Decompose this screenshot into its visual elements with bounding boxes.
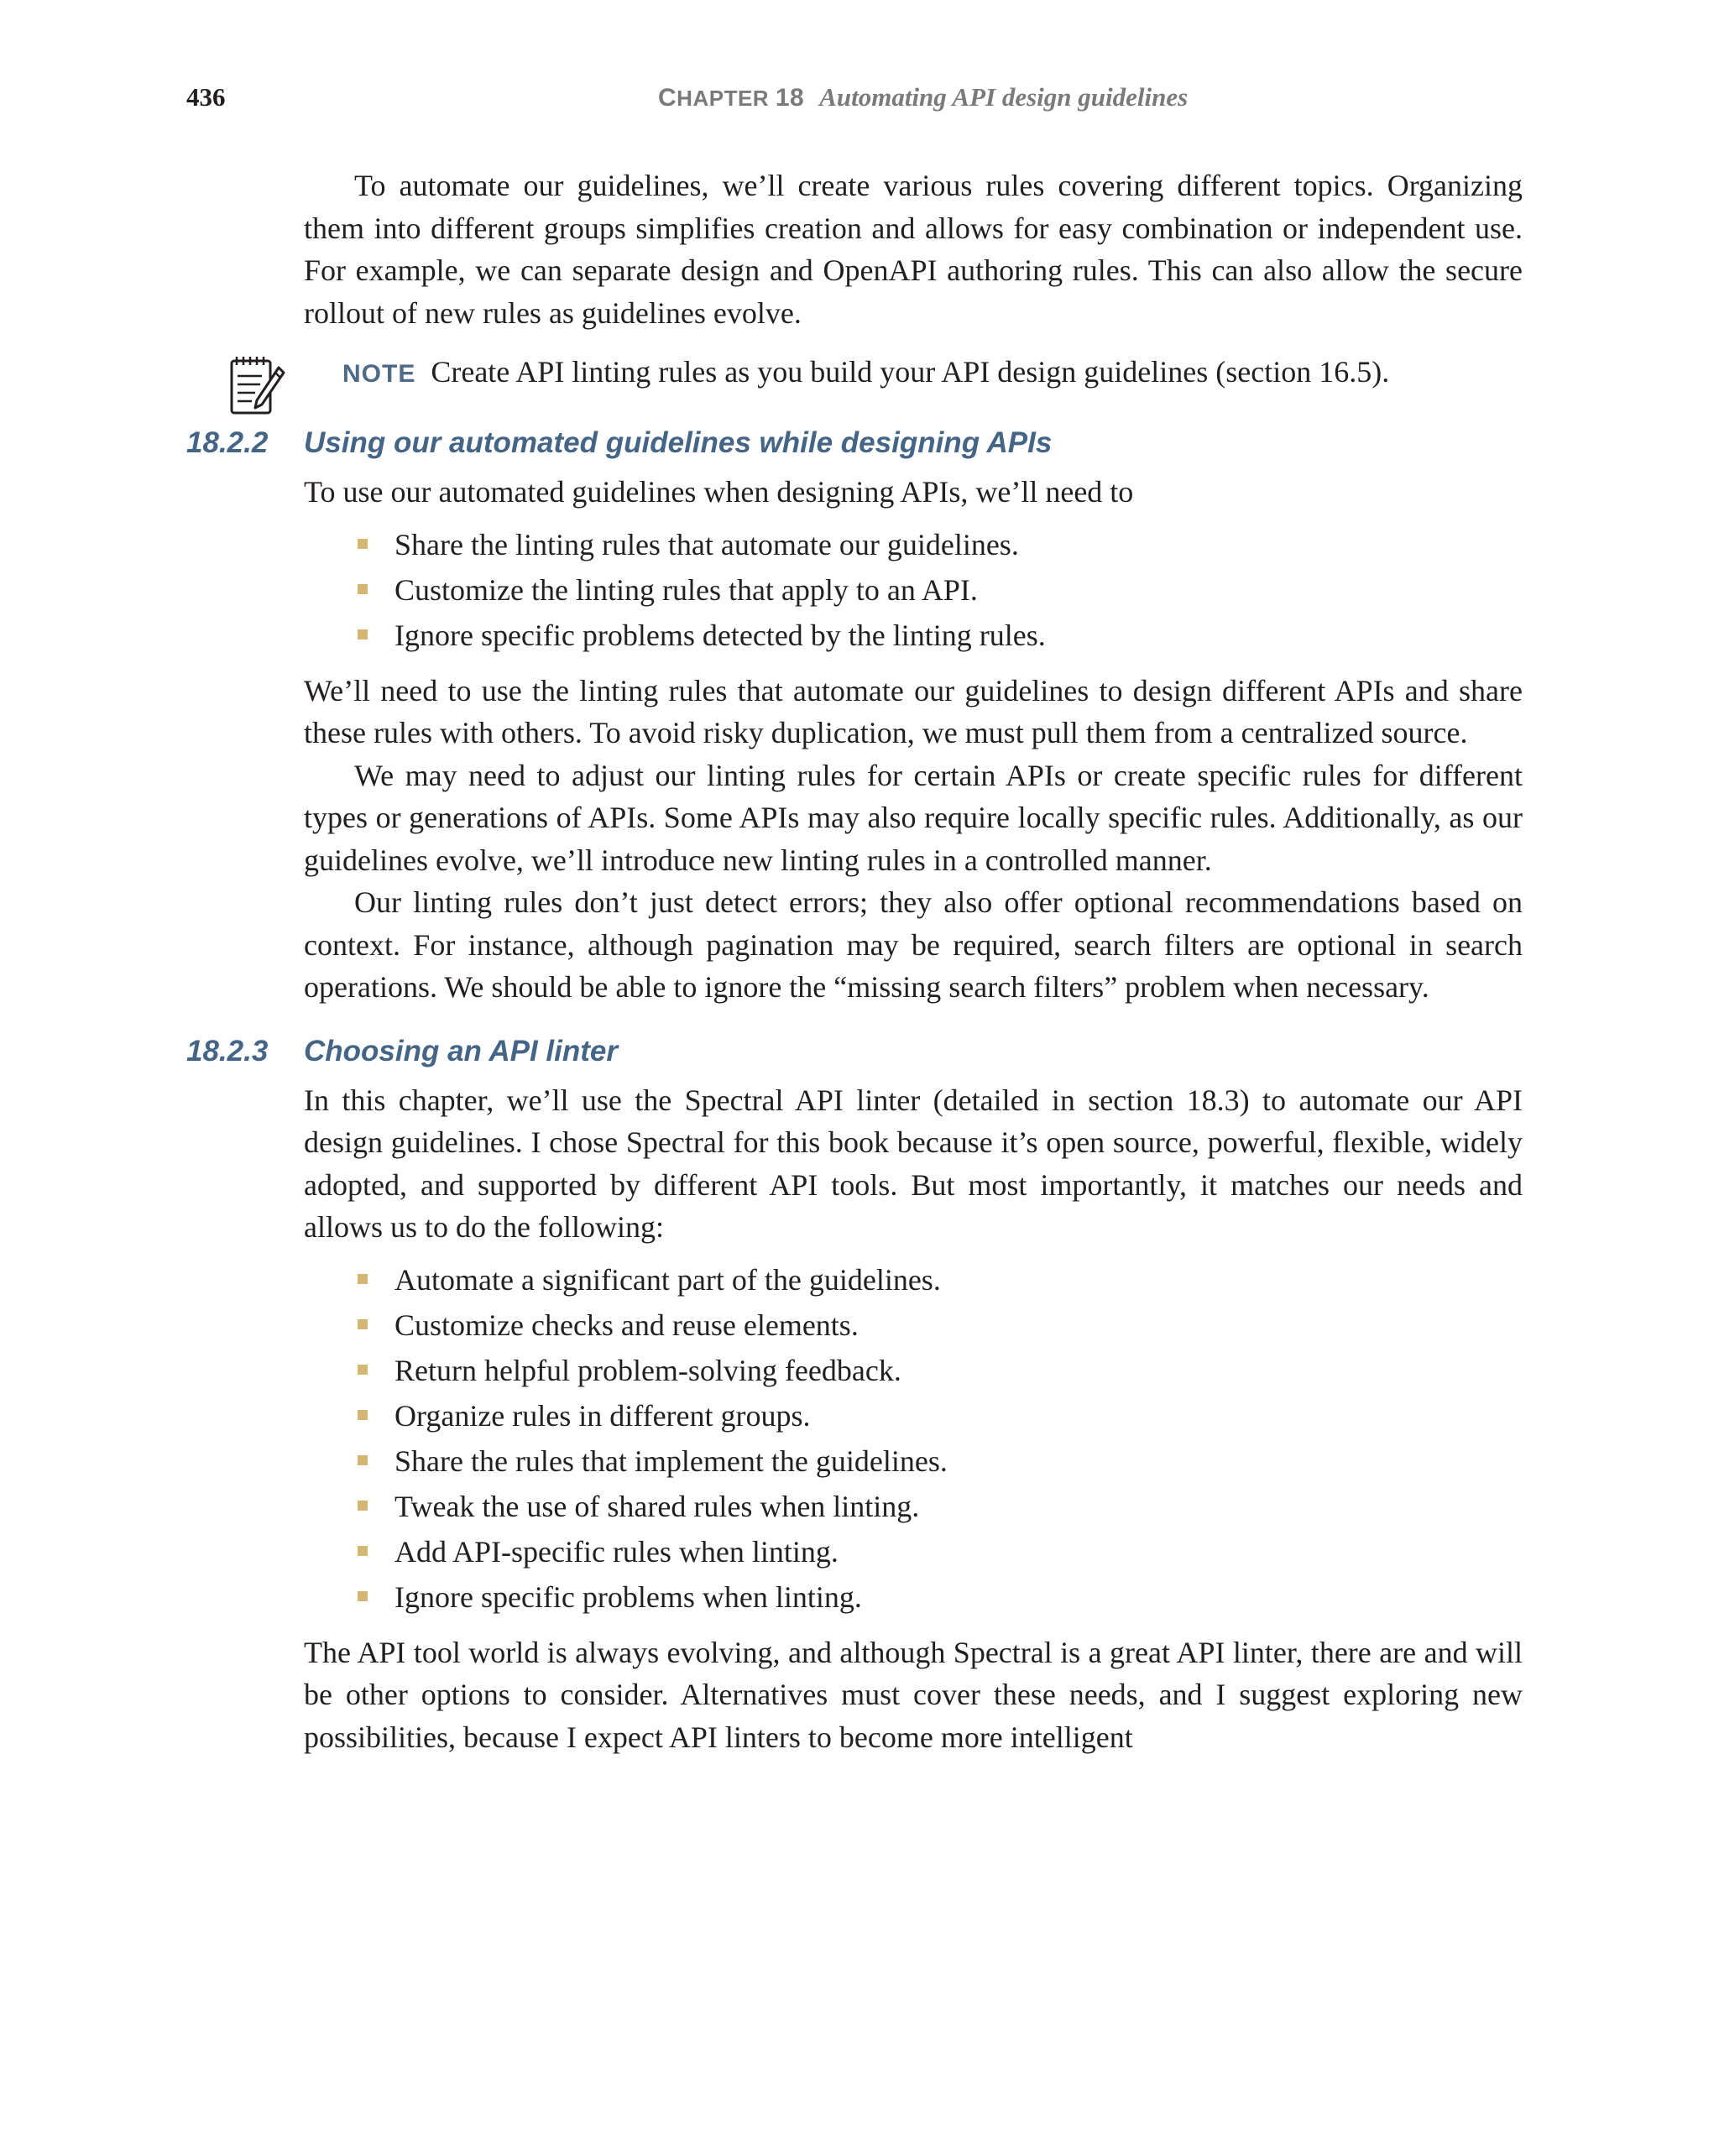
note-text: Create API linting rules as you build your API design guidelines (section 16.5). — [431, 355, 1390, 389]
bullet-marker — [358, 1591, 368, 1601]
section-title: Using our automated guidelines while designing APIs — [304, 426, 1053, 459]
body-paragraph: Our linting rules don’t just detect errors; they also offer optional recommendations based on context. For instance, although pagination may be required, search filters are optional in search operations. We should be able to ignore the “missing search filters” problem when necessary. — [304, 885, 1523, 1004]
running-header — [186, 82, 1524, 123]
bullet-list — [304, 522, 1523, 658]
list-item: Add API-specific rules when linting. — [394, 1529, 1523, 1574]
chapter-title: Automating API design guidelines — [819, 82, 1189, 112]
section-title: Choosing an API linter — [304, 1034, 618, 1068]
bullet-list — [304, 1257, 1523, 1620]
note-label: NOTE — [342, 360, 416, 388]
list-item: Tweak the use of shared rules when linting. — [394, 1484, 1523, 1529]
bullet-marker — [358, 584, 368, 594]
list-item: Customize the linting rules that apply to an API. — [394, 567, 1523, 613]
body-paragraph: We may need to adjust our linting rules for certain APIs or create specific rules for different types or generations of APIs. Some APIs may also require locally specific rules. Additionally, as our guidelines evolve, we’ll introduce new linting rules in a controlled manner. — [304, 758, 1523, 877]
list-item: Share the linting rules that automate our guidelines. — [394, 522, 1523, 567]
bullet-marker — [358, 1455, 368, 1465]
page-number: 436 — [186, 82, 226, 112]
chapter-number: 18 — [775, 84, 805, 112]
list-item: Return helpful problem-solving feedback. — [394, 1348, 1523, 1393]
bullet-marker — [358, 539, 368, 549]
list-item: Automate a significant part of the guidelines. — [394, 1257, 1523, 1302]
bullet-marker — [358, 629, 368, 639]
intro-paragraph: To automate our guidelines, we’ll create various rules covering different topics. Organizing them into different groups simplifies creation and allows for easy combination or independent use. For example, we can separate design and OpenAPI authoring rules. This can also allow the secure rollout of new rules as guidelines evolve. — [304, 169, 1523, 330]
closing-paragraph: The API tool world is always evolving, and although Spectral is a great API linter, there are and will be other options to consider. Alternatives must cover these needs, and I suggest exploring new possibilities, because I expect API linters to become more intelligent — [304, 1635, 1523, 1754]
body-paragraph: We’ll need to use the linting rules that automate our guidelines to design different APIs and share these rules with others. To avoid risky duplication, we must pull them from a centralized source. — [304, 673, 1523, 749]
list-item: Organize rules in different groups. — [394, 1393, 1523, 1438]
list-item: Customize checks and reuse elements. — [394, 1302, 1523, 1348]
section-number: 18.2.3 — [186, 1034, 269, 1068]
bullet-marker — [358, 1546, 368, 1556]
running-head — [658, 82, 1188, 112]
list-item: Ignore specific problems detected by the linting rules. — [394, 613, 1523, 658]
page-content — [186, 164, 1523, 1758]
notepad-pencil-icon — [227, 354, 287, 421]
section-lead: To use our automated guidelines when designing APIs, we’ll need to — [304, 475, 1134, 509]
note-callout — [304, 352, 1523, 394]
chapter-label: CHAPTER 18 — [658, 84, 805, 112]
section-heading-18-2-3 — [186, 1031, 1523, 1073]
bullet-marker — [358, 1274, 368, 1284]
bullet-marker — [358, 1501, 368, 1511]
section-number: 18.2.2 — [186, 426, 269, 459]
section-lead: In this chapter, we’ll use the Spectral API linter (detailed in section 18.3) to automate our API design guidelines. I chose Spectral for this book because it’s open source, powerful, flexible, widely adopted, and supported by different API tools. But most importantly, it matches our needs and allows us to do the following: — [304, 1083, 1523, 1244]
list-item: Share the rules that implement the guidelines. — [394, 1438, 1523, 1484]
bullet-marker — [358, 1410, 368, 1420]
bullet-marker — [358, 1319, 368, 1329]
bullet-marker — [358, 1365, 368, 1375]
list-item: Ignore specific problems when linting. — [394, 1574, 1523, 1620]
section-heading-18-2-2 — [186, 422, 1523, 464]
